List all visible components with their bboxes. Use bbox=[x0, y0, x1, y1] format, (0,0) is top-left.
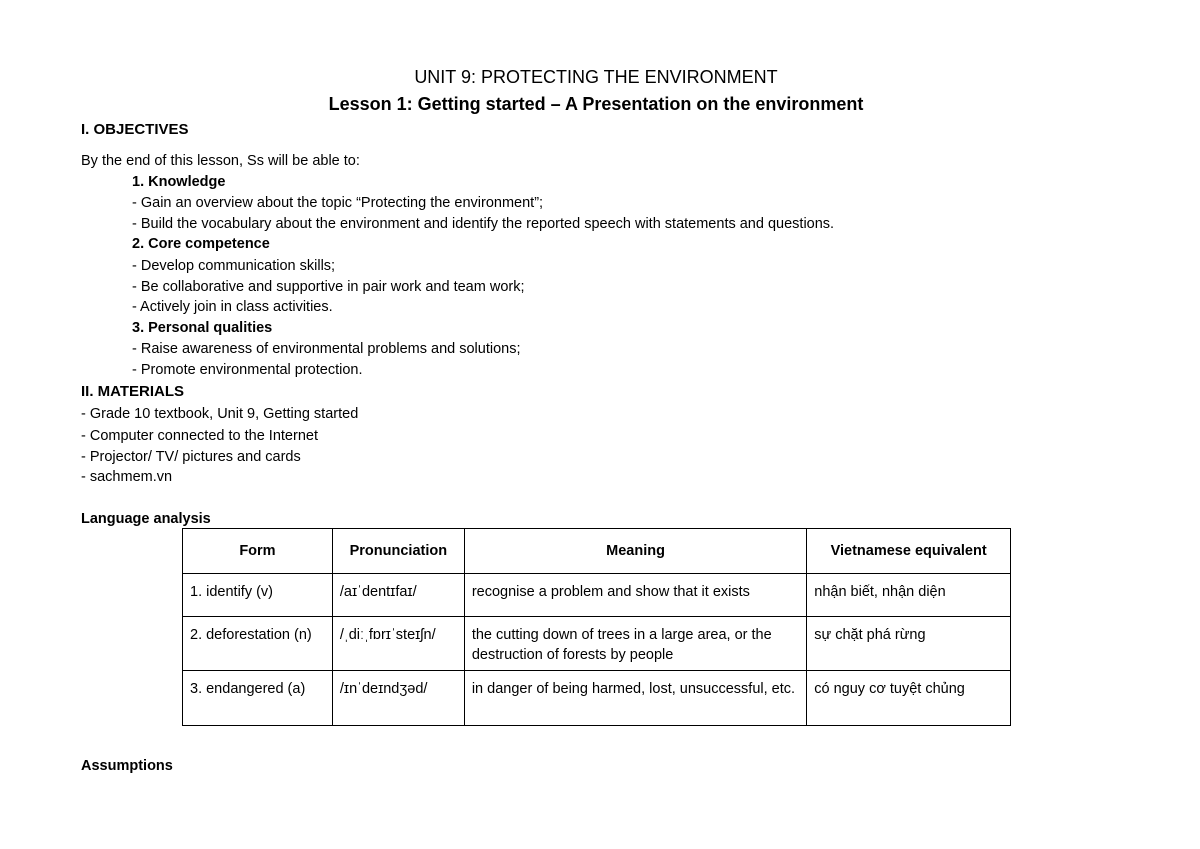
assumptions-heading: Assumptions bbox=[81, 758, 173, 774]
lesson-title: Lesson 1: Getting started – A Presentation on the environment bbox=[328, 94, 864, 114]
objectives-intro: By the end of this lesson, Ss will be able to: bbox=[81, 153, 360, 169]
personal-qualities-item: - Raise awareness of environmental problems and solutions; bbox=[132, 341, 521, 357]
cell-meaning: recognise a problem and show that it exists bbox=[464, 574, 806, 617]
language-analysis-table bbox=[182, 528, 1011, 726]
cell-pronunciation: /ˌdiːˌfɒrɪˈsteɪʃn/ bbox=[332, 617, 464, 671]
cell-vietnamese: sự chặt phá rừng bbox=[807, 617, 1011, 671]
cell-form: 3. endangered (a) bbox=[183, 671, 333, 726]
materials-item: - Computer connected to the Internet bbox=[81, 428, 318, 444]
table-row bbox=[183, 574, 1011, 617]
column-header-pronunciation: Pronunciation bbox=[332, 529, 464, 574]
cell-vietnamese: có nguy cơ tuyệt chủng bbox=[807, 671, 1011, 726]
core-competence-item: - Be collaborative and supportive in pair work and team work; bbox=[132, 279, 525, 295]
knowledge-item: - Build the vocabulary about the environment and identify the reported speech with statements and questions. bbox=[132, 216, 835, 232]
knowledge-heading: 1. Knowledge bbox=[132, 174, 226, 190]
materials-heading: II. MATERIALS bbox=[81, 383, 185, 400]
table-row bbox=[183, 617, 1011, 671]
column-header-meaning: Meaning bbox=[464, 529, 806, 574]
personal-qualities-heading: 3. Personal qualities bbox=[132, 320, 273, 336]
cell-meaning: in danger of being harmed, lost, unsuccessful, etc. bbox=[464, 671, 806, 726]
table-header-row bbox=[183, 529, 1011, 574]
objectives-heading: I. OBJECTIVES bbox=[81, 121, 189, 138]
personal-qualities-item: - Promote environmental protection. bbox=[132, 362, 363, 378]
language-analysis-heading: Language analysis bbox=[81, 511, 211, 527]
materials-item: - Grade 10 textbook, Unit 9, Getting started bbox=[81, 406, 359, 422]
cell-pronunciation: /ɪnˈdeɪndʒəd/ bbox=[332, 671, 464, 726]
cell-pronunciation: /aɪˈdentɪfaɪ/ bbox=[332, 574, 464, 617]
cell-form: 1. identify (v) bbox=[183, 574, 333, 617]
materials-item: - sachmem.vn bbox=[81, 469, 173, 485]
cell-meaning: the cutting down of trees in a large area, or the destruction of forests by people bbox=[464, 617, 806, 671]
core-competence-item: - Actively join in class activities. bbox=[132, 299, 333, 315]
core-competence-item: - Develop communication skills; bbox=[132, 258, 336, 274]
column-header-vietnamese: Vietnamese equivalent bbox=[807, 529, 1011, 574]
table-row bbox=[183, 671, 1011, 726]
cell-form: 2. deforestation (n) bbox=[183, 617, 333, 671]
unit-title: UNIT 9: PROTECTING THE ENVIRONMENT bbox=[414, 67, 778, 87]
core-competence-heading: 2. Core competence bbox=[132, 236, 270, 252]
knowledge-item: - Gain an overview about the topic “Protecting the environment”; bbox=[132, 195, 544, 211]
cell-vietnamese: nhận biết, nhận diện bbox=[807, 574, 1011, 617]
column-header-form: Form bbox=[183, 529, 333, 574]
materials-item: - Projector/ TV/ pictures and cards bbox=[81, 449, 301, 465]
